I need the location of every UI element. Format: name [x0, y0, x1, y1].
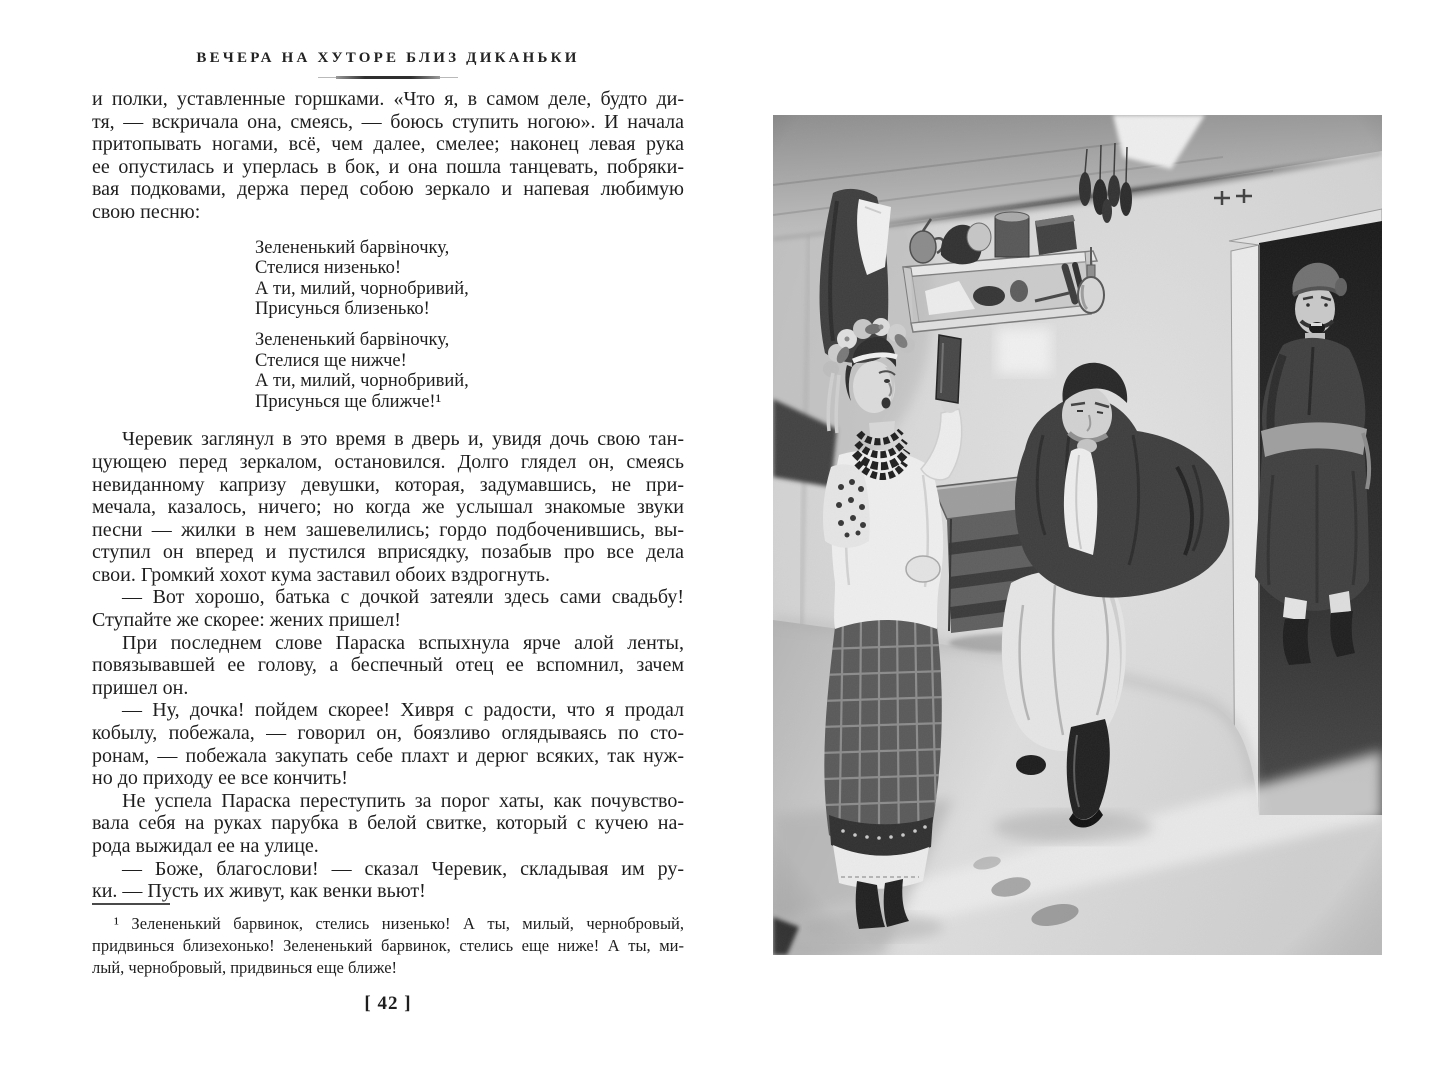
text-line: придвинься близехонько! Зелененький барвинок, стелись еще ниже! А ты, ми- — [92, 935, 684, 955]
paragraph-6 — [92, 790, 684, 858]
text-line: — Вот хорошо, батька с дочкой затеяли здесь сами свадьбу! — [122, 586, 684, 609]
vignette — [773, 115, 1382, 955]
text-line: вая подковами, держа перед собою зеркало и напевая любимую — [92, 178, 684, 201]
paragraph-7 — [92, 858, 684, 903]
paragraph-2 — [92, 428, 684, 586]
song-verse — [255, 238, 684, 413]
text-line: Зелененький барвіночку, — [255, 237, 450, 258]
text-line: тя, — вскричала она, смеясь, — боюсь ступить ногою». И начала — [92, 110, 684, 133]
illustration-frame — [773, 115, 1382, 955]
text-line: ¹ Зелененький барвинок, стелись низенько! А ты, милый, чернобровый, — [114, 914, 684, 933]
paragraph-1 — [92, 88, 684, 224]
text-line: Ступайте же скорее: жених пришел! — [92, 609, 401, 632]
header-rule — [318, 76, 458, 79]
paragraph-3 — [92, 586, 684, 631]
paragraph-4 — [92, 632, 684, 700]
text-line: цующею перед зеркалом, остановился. Долго глядел он, смеясь — [92, 450, 684, 473]
text-line: А ти, милий, чорнобривий, — [255, 371, 469, 392]
text-line: А ти, милий, чорнобривий, — [255, 278, 469, 299]
text-line: мечала, казалось, ничего; но когда же услышал знакомые звуки — [92, 496, 684, 519]
page-number: [ 42 ] — [364, 993, 412, 1014]
text-line: ее опустилась и уперлась в бок, и она пошла танцевать, побряки- — [92, 155, 684, 178]
text-line: ронам, — побежала закупать себе плахт и дерюг всяких, так нуж- — [92, 744, 684, 767]
footnote-rule — [92, 903, 170, 905]
text-line: вала себя на руках парубка в белой свитке, который с кучею на- — [92, 812, 684, 835]
text-line: ступил он вперед и пустился вприсядку, позабыв про все дела — [92, 541, 684, 564]
text-line: Стелися низенько! — [255, 258, 401, 279]
text-line: повязывавшей ее голову, а беспечный отец ее вспомнил, зачем — [92, 654, 684, 677]
text-line: невиданному капризу девушки, которая, задумавшись, не при- — [92, 473, 684, 496]
text-line: При последнем слове Параска вспыхнула ярче алой ленты, — [122, 631, 684, 654]
text-line: кобылу, побежала, — говорил он, боязливо оглядываясь по сто- — [92, 722, 684, 745]
footnote-text — [92, 913, 684, 978]
text-line: свою песню: — [92, 200, 201, 223]
verse-stanza-1 — [255, 238, 684, 320]
text-line: ки. — Пусть их живут, как венки вьют! — [92, 880, 426, 903]
header-rule-thick — [336, 76, 440, 79]
text-line: лый, чернобровый, придвинься еще ближе! — [92, 957, 398, 977]
text-line: — Ну, дочка! пойдем скорее! Хивря с радости, что я продал — [122, 699, 684, 722]
text-line: Стелися ще нижче! — [255, 350, 407, 371]
text-line: рода выжидал ее на улице. — [92, 835, 319, 857]
text-line: Не успела Параска переступить за порог хаты, как почувство- — [122, 789, 684, 812]
text-line: песни — жилки в нем зашевелились; гордо подбоченившись, вы- — [92, 518, 684, 541]
text-line: — Боже, благослови! — сказал Черевик, складывая им ру- — [122, 857, 684, 880]
text-line: притопывать ногами, всё, чем далее, смелее; наконец левая рука — [92, 133, 684, 156]
hut-interior-illustration — [773, 115, 1382, 955]
text-line: Присунься близенько! — [255, 299, 430, 320]
text-line: свои. Громкий хохот кума заставил обоих вздрогнуть. — [92, 563, 551, 586]
footnote — [92, 903, 684, 978]
text-line: но до приходу ее все кончить! — [92, 767, 348, 790]
running-head: ВЕЧЕРА НА ХУТОРЕ БЛИЗ ДИКАНЬКИ — [196, 50, 580, 66]
text-line: пришел он. — [92, 676, 189, 699]
text-line: Зелененький барвіночку, — [255, 329, 450, 350]
paragraph-5 — [92, 699, 684, 789]
verse-stanza-2 — [255, 330, 684, 412]
body-text — [92, 88, 684, 903]
text-line: и полки, уставленные горшками. «Что я, в самом деле, будто ди- — [92, 88, 684, 110]
text-line: Присунься ще ближче!¹ — [255, 391, 442, 412]
text-line: Черевик заглянул в это время в дверь и, увидя дочь свою тан- — [122, 428, 684, 451]
